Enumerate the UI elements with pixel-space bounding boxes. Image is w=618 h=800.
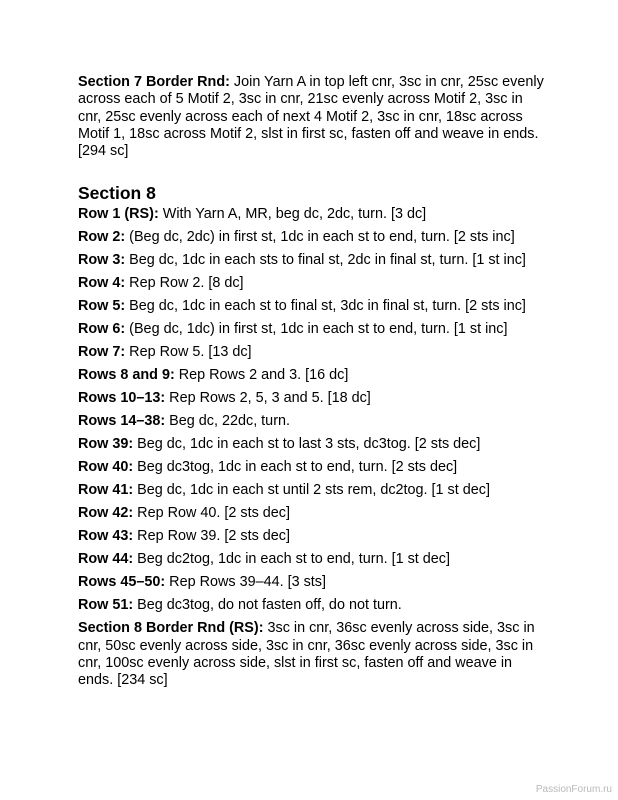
row-instruction (78, 298, 548, 315)
row-label: Row 4: (78, 275, 126, 292)
row-text: With Yarn A, MR, beg dc, 2dc, turn. [3 dc] (158, 206, 427, 223)
section-8-border-round (78, 620, 548, 689)
row-text: Rep Rows 39–44. [3 sts] (165, 574, 326, 591)
row-label: Row 2: (78, 229, 126, 246)
row-label: Row 42: (78, 505, 134, 522)
row-instruction (78, 597, 548, 614)
row-instruction (78, 321, 548, 338)
section-8-heading: Section 8 (78, 183, 156, 204)
row-label: Row 41: (78, 482, 134, 499)
row-text: Rep Rows 2, 5, 3 and 5. [18 dc] (165, 390, 371, 407)
section-7-border-text: Join Yarn A in top left cnr, 3sc in cnr, 25sc evenly across each of 5 Motif 2, 3sc in cnr, 21sc evenly across Motif 2, 3sc in cnr, 25sc evenly across each of next 4 Motif 2, 3sc in cnr, 18sc across Motif 1, 18sc across Motif 2, slst in first sc, fasten off and weave in ends. [294 sc] (78, 74, 544, 160)
row-label: Rows 10–13: (78, 390, 166, 407)
row-label: Row 7: (78, 344, 126, 361)
row-text: Beg dc, 1dc in each sts to final st, 2dc in final st, turn. [1 st inc] (125, 252, 526, 269)
row-text: (Beg dc, 2dc) in first st, 1dc in each st to end, turn. [2 sts inc] (125, 229, 515, 246)
row-instruction (78, 482, 548, 499)
pattern-page (78, 74, 548, 689)
row-instruction (78, 206, 548, 223)
row-text: Beg dc, 1dc in each st to last 3 sts, dc3tog. [2 sts dec] (133, 436, 481, 453)
row-text: Rep Row 2. [8 dc] (125, 275, 244, 292)
row-instruction (78, 229, 548, 246)
row-instruction (78, 459, 548, 476)
row-label: Row 43: (78, 528, 134, 545)
row-text: Beg dc2tog, 1dc in each st to end, turn. [1 st dec] (133, 551, 450, 568)
row-label: Row 40: (78, 459, 134, 476)
site-watermark: PassionForum.ru (535, 784, 612, 795)
row-text: Beg dc3tog, do not fasten off, do not turn. (133, 597, 402, 614)
row-label: Row 6: (78, 321, 126, 338)
row-instruction (78, 275, 548, 292)
row-text: Rep Row 39. [2 sts dec] (133, 528, 290, 545)
section-8-border-text: 3sc in cnr, 36sc evenly across side, 3sc in cnr, 50sc evenly across side, 3sc in cnr, 36sc evenly across side, 3sc in cnr, 100sc evenly across side, slst in first sc, fasten off and weave in ends. [234 sc] (78, 620, 535, 689)
row-text: Rep Row 40. [2 sts dec] (133, 505, 290, 522)
row-text: Beg dc, 1dc in each st to final st, 3dc in final st, turn. [2 sts inc] (125, 298, 526, 315)
section-8-border-label: Section 8 Border Rnd (RS): (78, 620, 264, 637)
section-8-rows (78, 206, 548, 614)
row-instruction (78, 505, 548, 522)
row-instruction (78, 551, 548, 568)
row-label: Rows 14–38: (78, 413, 166, 430)
row-label: Row 5: (78, 298, 126, 315)
row-text: Rep Row 5. [13 dc] (125, 344, 252, 361)
row-instruction (78, 367, 548, 384)
row-instruction (78, 413, 548, 430)
section-7-border-round (78, 74, 548, 160)
row-label: Row 1 (RS): (78, 206, 159, 223)
row-instruction (78, 436, 548, 453)
section-7-border-label: Section 7 Border Rnd: (78, 74, 230, 90)
row-label: Row 3: (78, 252, 126, 269)
row-instruction (78, 252, 548, 269)
row-instruction (78, 344, 548, 361)
row-label: Rows 8 and 9: (78, 367, 175, 384)
row-label: Rows 45–50: (78, 574, 166, 591)
row-text: Beg dc, 1dc in each st until 2 sts rem, dc2tog. [1 st dec] (133, 482, 490, 499)
row-label: Row 51: (78, 597, 134, 614)
row-text: Beg dc3tog, 1dc in each st to end, turn. [2 sts dec] (133, 459, 458, 476)
row-instruction (78, 390, 548, 407)
row-instruction (78, 574, 548, 591)
row-instruction (78, 528, 548, 545)
row-label: Row 44: (78, 551, 134, 568)
row-text: (Beg dc, 1dc) in first st, 1dc in each st to end, turn. [1 st inc] (125, 321, 508, 338)
row-text: Rep Rows 2 and 3. [16 dc] (174, 367, 349, 384)
row-label: Row 39: (78, 436, 134, 453)
row-text: Beg dc, 22dc, turn. (165, 413, 290, 430)
